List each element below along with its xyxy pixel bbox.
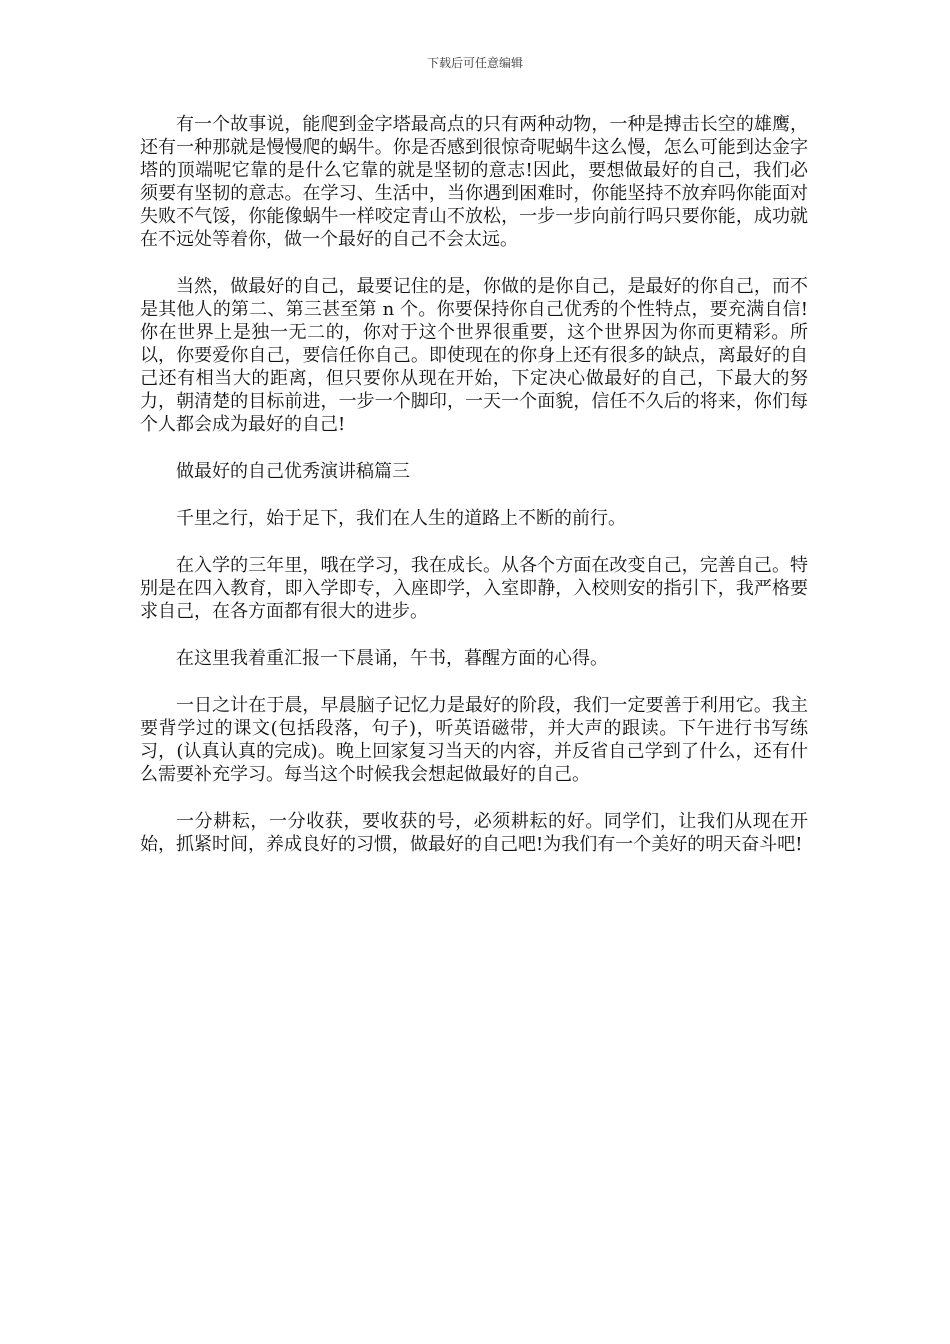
paragraph-report: 在这里我着重汇报一下晨诵，午书，暮醒方面的心得。 [176, 648, 608, 669]
paragraph-conclusion: 一分耕耘，一分收获，要收获的号，必须耕耘的好。同学们，让我们从现在开始，抓紧时间，养成良好的习惯，做最好的自己吧!为我们有一个美好的明天奋斗吧! [140, 811, 808, 855]
page-header-note: 下载后可任意编辑 [426, 56, 523, 70]
paragraph-daily-routine: 一日之计在于晨，早晨脑子记忆力是最好的阶段，我们一定要善于利用它。我主要背学过的课文(包括段落，句子)，听英语磁带，并大声的跟读。下午进行书写练习，(认真认真的完成)。晚上回家复习当天的内容，并反省自己学到了什么，还有什么需要补充学习。每当这个时候我会想起做最好的自己。 [140, 695, 808, 785]
document-body [140, 113, 808, 880]
paragraph-be-yourself: 当然，做最好的自己，最要记住的是，你做的是你自己，是最好的你自己，而不是其他人的第二、第三甚至第 n 个。你要保持你自己优秀的个性特点，要充满自信!你在世界上是独一无二的，你对于这个世界很重要，这个世界因为你而更精彩。所以，你要爱你自己，要信任你自己。即使现在的你身上还有很多的缺点，离最好的自己还有相当大的距离，但只要你从现在开始，下定决心做最好的自己，下最大的努力，朝清楚的目标前进，一步一个脚印，一天一个面貌，信任不久后的将来，你们每个人都会成为最好的自己! [140, 276, 808, 435]
paragraph-school-years: 在入学的三年里，哦在学习，我在成长。从各个方面在改变自己，完善自己。特别是在四入教育，即入学即专，入座即学，入室即静，入校则安的指引下，我严格要求自己，在各方面都有很大的进步。 [140, 555, 808, 622]
section-title: 做最好的自己优秀演讲稿篇三 [176, 461, 410, 482]
paragraph-journey: 千里之行，始于足下，我们在人生的道路上不断的前行。 [176, 508, 626, 529]
paragraph-story: 有一个故事说，能爬到金字塔最高点的只有两种动物，一种是搏击长空的雄鹰，还有一种那就是慢慢爬的蜗牛。你是否感到很惊奇呢蜗牛这么慢，怎么可能到达金字塔的顶端呢它靠的是什么它靠的就是坚韧的意志!因此，要想做最好的自己，我们必须要有坚韧的意志。在学习、生活中，当你遇到困难时，你能坚持不放弃吗你能面对失败不气馁，你能像蜗牛一样咬定青山不放松，一步一步向前行吗只要你能，成功就在不远处等着你，做一个最好的自己不会太远。 [140, 114, 808, 250]
